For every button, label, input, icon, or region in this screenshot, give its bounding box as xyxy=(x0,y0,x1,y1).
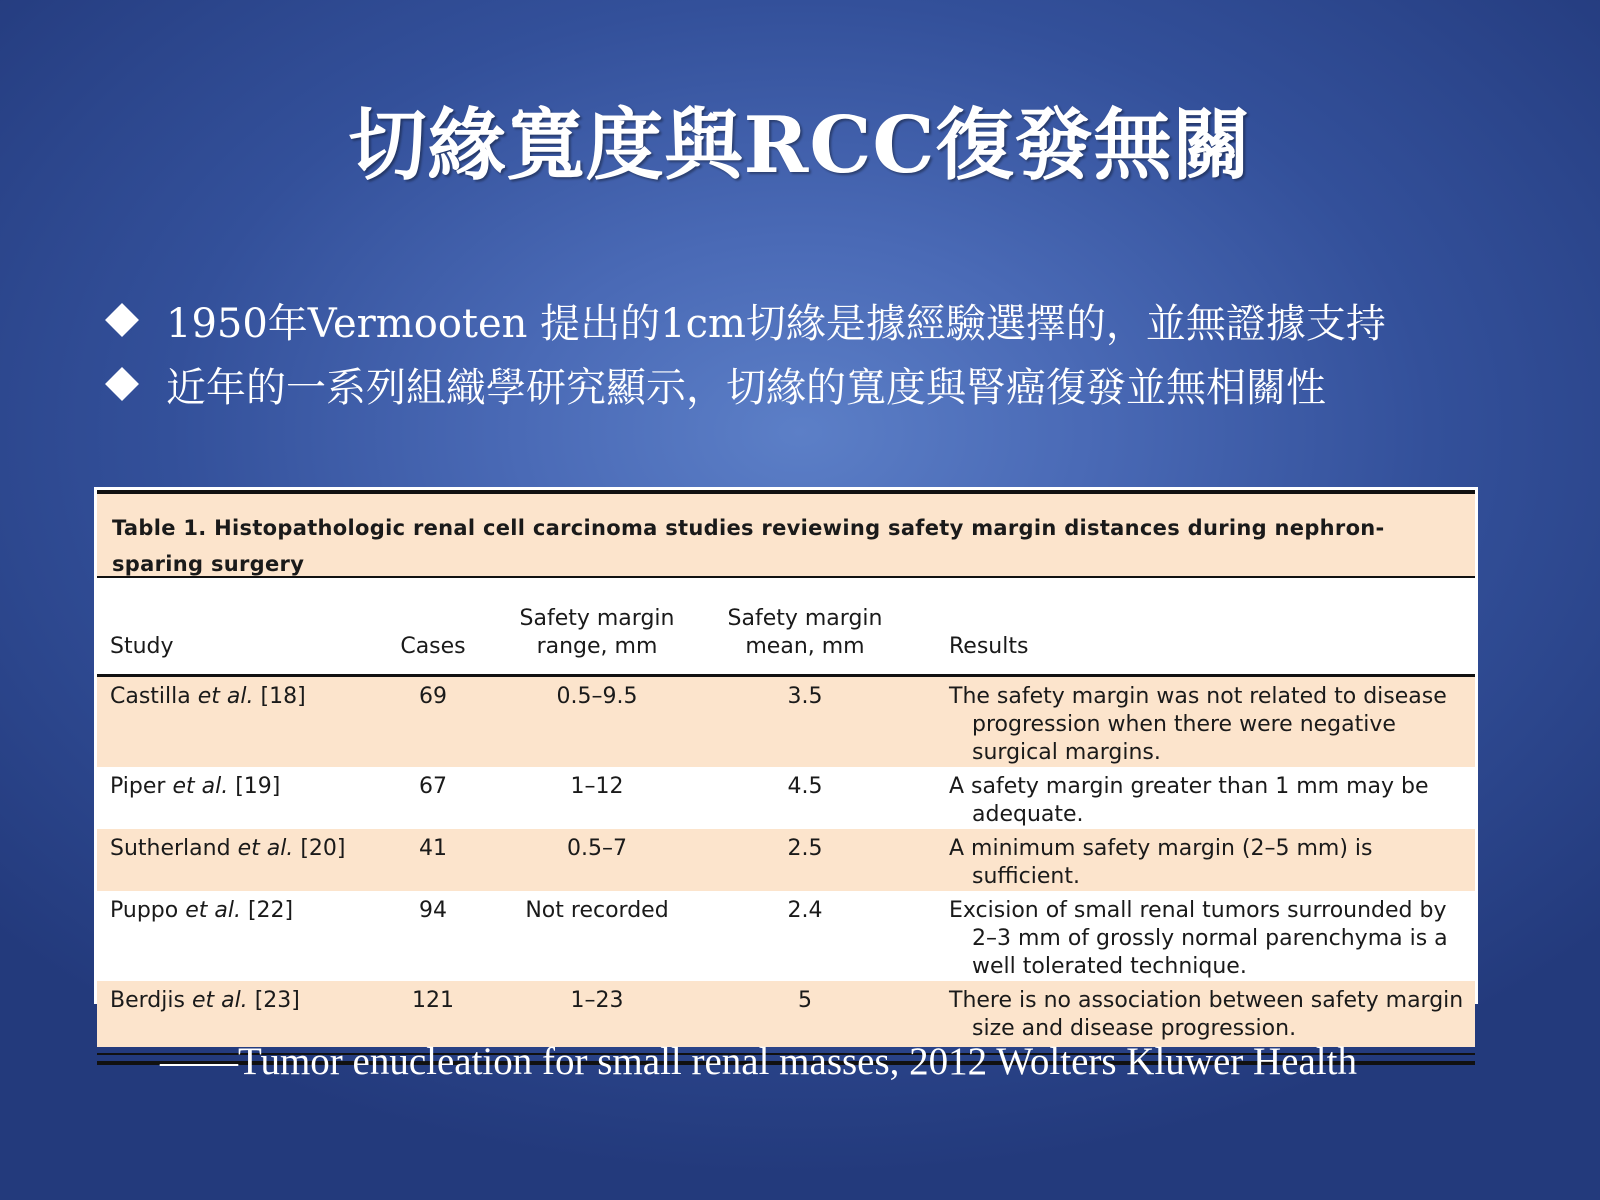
study-etal: et al. xyxy=(172,774,229,799)
slide-title: 切緣寬度與RCC復發無關 xyxy=(348,100,1252,191)
table-caption: Table 1. Histopathologic renal cell carcinoma studies reviewing safety margin distances during nephron-sparing surgery xyxy=(97,494,1475,576)
table-row xyxy=(97,676,1475,768)
bullet-text: 1950年Vermooten 提出的1cm切緣是據經驗選擇的，並無證據支持 xyxy=(166,300,1386,347)
range-cell: 0.5–9.5 xyxy=(493,676,701,768)
diamond-bullet-icon xyxy=(105,303,139,337)
diamond-bullet-icon xyxy=(105,367,139,401)
range-cell: 1–12 xyxy=(570,774,624,799)
results-text: There is no association between safety margin size and disease progression. xyxy=(949,988,1464,1041)
range-cell: 0.5–7 xyxy=(493,829,701,891)
bullet-text: 近年的一系列組織學研究顯示，切緣的寬度與腎癌復發並無相關性 xyxy=(166,364,1326,411)
header-mean-line2: mean, mm xyxy=(745,634,865,659)
source-citation: ——Tumor enucleation for small renal masses, 2012 Wolters Kluwer Health xyxy=(160,1040,1357,1083)
study-etal: et al. xyxy=(197,684,254,709)
study-ref: [20] xyxy=(300,836,346,861)
cases-cell: 94 xyxy=(419,898,447,923)
header-results: Results xyxy=(909,578,1475,676)
study-etal: et al. xyxy=(191,988,248,1013)
study-author: Berdjis xyxy=(110,988,185,1013)
study-ref: [22] xyxy=(247,898,294,923)
studies-table xyxy=(97,578,1475,1047)
mean-cell: 2.4 xyxy=(787,898,823,923)
results-cell xyxy=(909,829,1475,891)
results-cell xyxy=(909,891,1475,981)
table-row xyxy=(97,891,1475,981)
cases-cell: 121 xyxy=(373,981,493,1047)
header-study: Study xyxy=(97,578,373,676)
results-cell xyxy=(909,767,1475,829)
table-figure xyxy=(94,487,1478,1041)
range-cell: Not recorded xyxy=(525,898,669,923)
cases-cell: 69 xyxy=(373,676,493,768)
results-text: The safety margin was not related to disease progression when there were negative surgical margins. xyxy=(949,684,1447,765)
mean-cell: 2.5 xyxy=(701,829,909,891)
header-cases: Cases xyxy=(373,578,493,676)
study-cell xyxy=(97,767,373,829)
study-author: Puppo xyxy=(110,898,179,923)
range-cell: 1–23 xyxy=(493,981,701,1047)
study-ref: [19] xyxy=(235,774,281,799)
mean-cell: 3.5 xyxy=(701,676,909,768)
header-mean-line1: Safety margin xyxy=(727,606,883,631)
bullet-item xyxy=(100,352,1560,416)
bullet-item xyxy=(100,288,1560,352)
table-row xyxy=(97,829,1475,891)
cases-cell: 67 xyxy=(419,774,447,799)
study-cell xyxy=(97,829,373,891)
study-cell xyxy=(97,891,373,981)
study-ref: [23] xyxy=(254,988,300,1013)
study-ref: [18] xyxy=(260,684,306,709)
header-range-line1: Safety margin xyxy=(519,606,675,631)
header-range xyxy=(493,578,701,676)
study-etal: et al. xyxy=(185,898,241,923)
table-header-row xyxy=(97,578,1475,676)
study-cell xyxy=(97,676,373,768)
study-author: Piper xyxy=(110,774,166,799)
results-text: A minimum safety margin (2–5 mm) is sufficient. xyxy=(949,836,1373,889)
table-row xyxy=(97,767,1475,829)
results-cell xyxy=(909,676,1475,768)
study-author: Castilla xyxy=(110,684,191,709)
header-mean xyxy=(701,578,909,676)
study-author: Sutherland xyxy=(110,836,231,861)
bullet-list xyxy=(100,288,1560,416)
study-etal: et al. xyxy=(237,836,294,861)
header-range-line2: range, mm xyxy=(536,634,658,659)
mean-cell: 4.5 xyxy=(787,774,823,799)
results-text: Excision of small renal tumors surrounded by 2–3 mm of grossly normal parenchyma is a well tolerated technique. xyxy=(949,898,1448,979)
cases-cell: 41 xyxy=(373,829,493,891)
results-text: A safety margin greater than 1 mm may be adequate. xyxy=(949,774,1429,827)
mean-cell: 5 xyxy=(701,981,909,1047)
